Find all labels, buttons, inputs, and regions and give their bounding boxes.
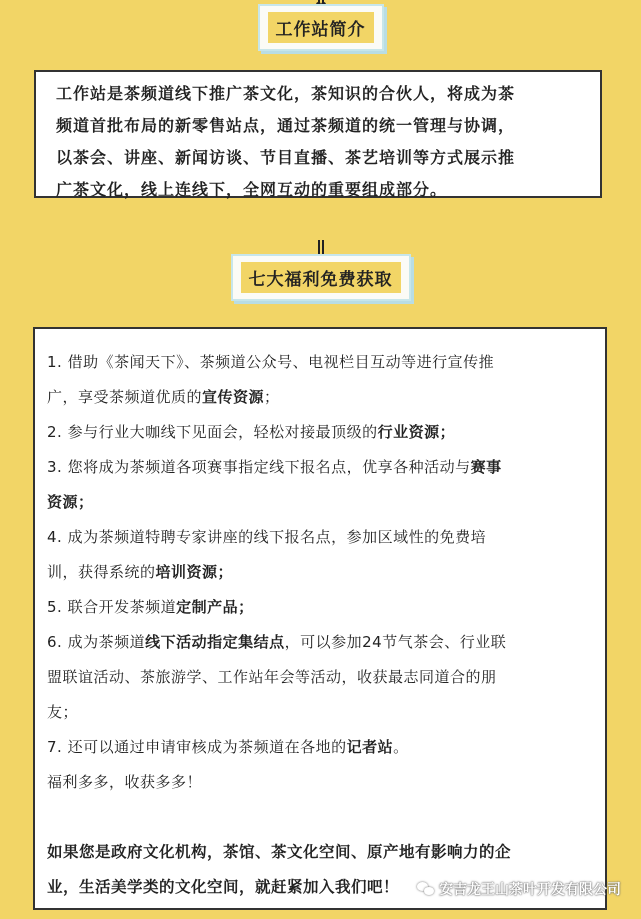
- watermark-text: 安吉龙王山茶叶开发有限公司: [439, 882, 621, 898]
- intro-line: 以茶会、讲座、新闻访谈、节目直播、茶艺培训等方式展示推: [56, 148, 516, 167]
- benefit-item-4: 4. 成为茶频道特聘专家讲座的线下报名点，参加区域性的免费培 训，获得系统的培训资源；: [47, 528, 487, 581]
- benefit-item-5: 5. 联合开发茶频道定制产品；: [47, 598, 254, 616]
- benefit-item-2: 2. 参与行业大咖线下见面会，轻松对接最顶级的行业资源；: [47, 423, 456, 441]
- watermark: [417, 879, 621, 899]
- wechat-icon: [417, 882, 435, 896]
- closing-text: 如果您是政府文化机构，茶馆、茶文化空间、原产地有影响力的企 业，生活美学类的文化空间，就赶紧加入我们吧！: [47, 843, 512, 896]
- benefit-item-1: 1. 借助《茶闻天下》、茶频道公众号、电视栏目互动等进行宣传推 广，享受茶频道优质的宣传资源；: [47, 353, 495, 406]
- intro-box: [34, 70, 602, 198]
- intro-line: 广茶文化，线上连线下，全网互动的重要组成部分。: [56, 180, 448, 199]
- section-title-benefits: [231, 254, 411, 301]
- section-title-intro-text: 工作站简介: [268, 12, 374, 43]
- intro-line: 工作站是茶频道线下推广茶文化，茶知识的合伙人，将成为茶: [56, 84, 516, 103]
- intro-line: 频道首批布局的新零售站点，通过茶频道的统一管理与协调，: [56, 116, 516, 135]
- benefits-box: [33, 327, 607, 910]
- section-title-intro: [258, 4, 384, 51]
- benefit-item-6: 6. 成为茶频道线下活动指定集结点，可以参加24节气茶会、行业联 盟联谊活动、茶旅游学、工作站年会等活动，收获最志同道合的朋 友；: [47, 633, 507, 721]
- benefit-item-7: 7. 还可以通过申请审核成为茶频道在各地的记者站。: [47, 738, 409, 756]
- section-title-benefits-text: 七大福利免费获取: [241, 262, 401, 293]
- tagline: 福利多多，收获多多！: [47, 773, 203, 791]
- benefit-item-3: 3. 您将成为茶频道各项赛事指定线下报名点，优享各种活动与赛事 资源；: [47, 458, 502, 511]
